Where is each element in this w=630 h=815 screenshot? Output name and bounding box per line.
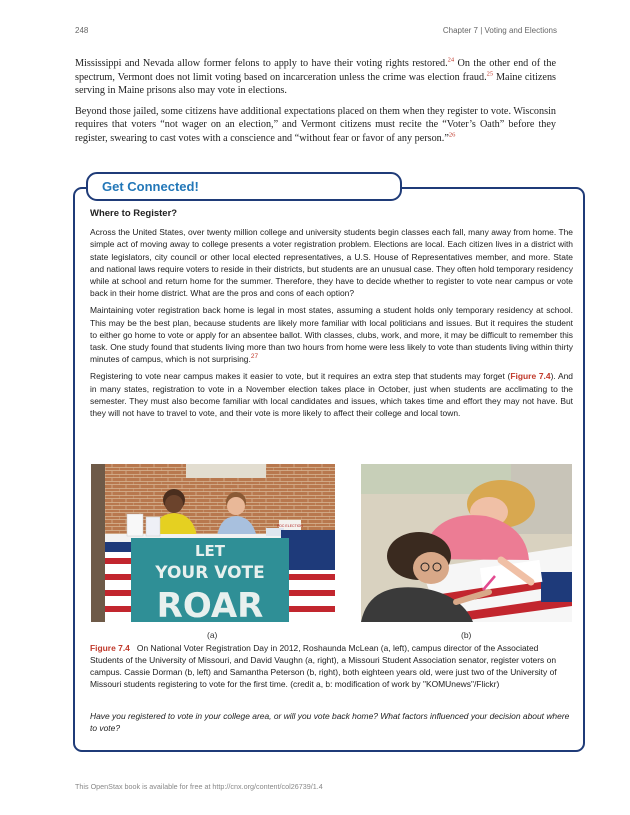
box-content	[90, 208, 573, 424]
chapter-title: Chapter 7 | Voting and Elections	[442, 26, 557, 35]
sign-line-2: YOUR VOTE	[155, 563, 265, 583]
intro-paragraph-2: Beyond those jailed, some citizens have additional expectations placed on them when they register to vote. Wisconsin requires that voters “not wager on an election,” and Vermont citizens must recite the “Voter’s Oath” before they register, swearing to cast votes with a conscience and “without fear or favor of any person.”$^{26}$	[75, 105, 556, 144]
photo-a-label: (a)	[207, 630, 218, 640]
box-paragraph-2: Maintaining voter registration back home is legal in most states, assuming a student holds only temporary residency at school. This may be the best plan, because students are likely more familiar with local politicians and issues. But it requires the student to either go home to vote or apply for an absentee ballot. With classes, clubs, work, and more, it may be difficult to remember this task. One study found that students living more than two hours from home were less likely to vote than students living within thirty minutes of campus, which is not surprising.$^{27}$	[90, 305, 573, 365]
footnote-ref[interactable]: 24	[447, 56, 455, 64]
small-sign-text: PDC ELECTION	[277, 524, 303, 528]
intro-text	[75, 57, 556, 153]
footer-text: This OpenStax book is available for free at http://cnx.org/content/col26739/1.4	[75, 782, 323, 791]
get-connected-tab	[86, 172, 402, 201]
box-paragraph-1: Across the United States, over twenty million college and university students begin classes each fall, many away from home. The simple act of moving away to college presents a voter registration problem. Elections are local. Each citizen lives in a district with state legislators, city council or other local elected representatives, a U.S. House of Representatives member, and more. State and national laws require voters to reside in their districts, but students are an unusual case. They often hold temporary residency while at school and return home for the summer. Therefore, they have to decide whether to register to vote near campus or vote back in their home district. What are the pros and cons of each option?	[90, 227, 573, 299]
footnote-ref[interactable]: 26	[448, 131, 456, 139]
reflection-question: Have you registered to vote in your college area, or will you vote back home? What factors influenced your decision about where to vote?	[90, 711, 570, 733]
figure-caption	[90, 642, 573, 690]
figure-label: Figure 7.4	[90, 643, 130, 653]
intro-paragraph-1: Mississippi and Nevada allow former felons to apply to have their voting rights restored.$^{24}$ On the other end of the spectrum, Vermont does not limit voting based on incarceration unless the crime was election fraud.$^{25}$ Maine citizens serving in Maine prisons also may vote in elections.	[75, 56, 557, 97]
figure-caption-text: On National Voter Registration Day in 2012, Roshaunda McLean (a, left), campus director of the Associated Students of the University of Missouri, and David Vaughn (a, right), a Missouri Student Association senator, register voters on campus. Cassie Dorman (b, left) and Samantha Peterson (b, right), both eighteen years old, were just two of the University of Missouri students registering to vote for the first time. (credit a, b: modification of work by "KOMUnews"/Flickr)	[90, 643, 557, 689]
figure-link[interactable]: Figure 7.4	[510, 371, 551, 382]
page-number: 248	[75, 26, 89, 35]
sign-line-1: LET	[194, 542, 226, 560]
box-paragraph-3: Registering to vote near campus makes it easier to vote, but it requires an extra step that students may forget (Figure 7.4). And in many states, registration to vote in a November election takes place in October, just when students are acclimating to the semester. They must also become familiar with local candidates and issues, which takes time and effort they may not have. But they will not have to travel to vote, and their vote is more likely to affect their college and local town.	[90, 371, 573, 419]
footnote-ref[interactable]: 27	[250, 353, 259, 361]
box-heading: Where to Register?	[90, 208, 178, 219]
photo-students-registering	[361, 464, 572, 622]
sign-line-3: ROAR	[156, 586, 264, 622]
photo-b-illustration	[361, 464, 572, 622]
footnote-ref[interactable]: 25	[486, 70, 494, 78]
box-title: Get Connected!	[102, 179, 199, 194]
photo-a-illustration	[91, 464, 335, 622]
photo-voter-registration-table	[91, 464, 335, 622]
photo-b-label: (b)	[461, 630, 472, 640]
